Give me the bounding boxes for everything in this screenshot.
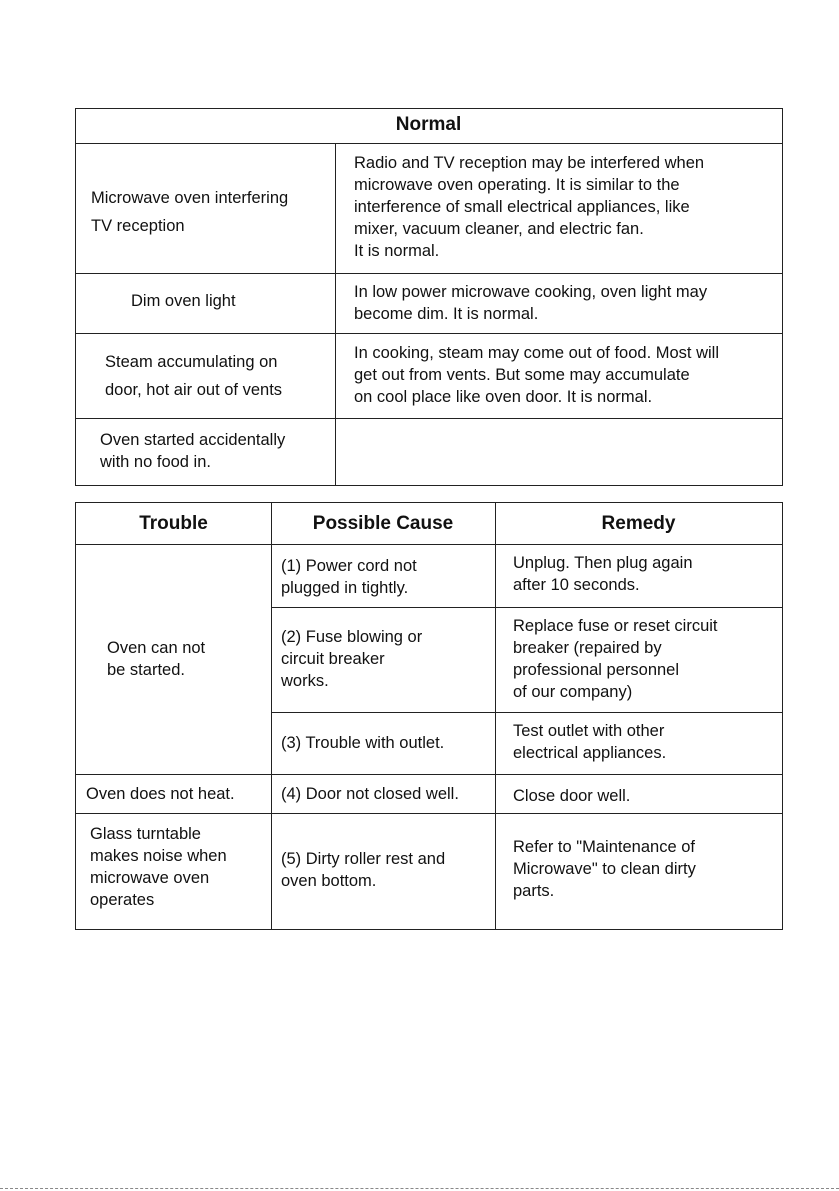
cause-outlet-trouble: (3) Trouble with outlet. xyxy=(281,734,445,752)
normal-condition-tv-interference: Microwave oven interfering TV reception xyxy=(91,189,289,235)
trouble-oven-not-start: Oven can not be started. xyxy=(107,639,206,679)
trouble-turntable-noise: Glass turntable makes noise when microwave oven operates xyxy=(90,825,227,909)
cause-fuse-blowing: (2) Fuse blowing or circuit breaker works. xyxy=(281,628,423,690)
normal-table-title: Normal xyxy=(395,114,462,135)
normal-condition-dim-light: Dim oven light xyxy=(131,292,236,310)
normal-condition-no-food: Oven started accidentally with no food in. xyxy=(100,431,286,471)
trouble-table xyxy=(75,502,783,930)
remedy-test-outlet: Test outlet with other electrical appliances. xyxy=(513,722,667,762)
cause-power-cord: (1) Power cord not plugged in tightly. xyxy=(281,557,417,597)
cause-door-not-closed: (4) Door not closed well. xyxy=(281,785,459,803)
normal-table xyxy=(75,108,783,486)
remedy-unplug: Unplug. Then plug again after 10 seconds. xyxy=(513,554,693,594)
remedy-replace-fuse: Replace fuse or reset circuit breaker (repaired by professional personnel of our company) xyxy=(513,617,718,701)
remedy-clean-parts: Refer to "Maintenance of Microwave" to clean dirty parts. xyxy=(513,838,696,900)
header-trouble: Trouble xyxy=(139,513,208,534)
header-remedy: Remedy xyxy=(601,513,676,534)
normal-explanation-tv-interference: Radio and TV reception may be interfered when microwave oven operating. It is similar to the interference of small electrical appliances, like mixer, vacuum cleaner, and electric fan. It is normal. xyxy=(354,154,705,260)
header-possible-cause: Possible Cause xyxy=(312,513,454,534)
remedy-close-door: Close door well. xyxy=(513,787,631,805)
trouble-oven-not-heat: Oven does not heat. xyxy=(86,785,235,803)
cause-dirty-roller: (5) Dirty roller rest and oven bottom. xyxy=(281,850,446,890)
page-bottom-border xyxy=(0,1188,839,1189)
normal-explanation-dim-light: In low power microwave cooking, oven light may become dim. It is normal. xyxy=(354,283,708,323)
normal-condition-steam: Steam accumulating on door, hot air out of vents xyxy=(105,353,283,399)
normal-explanation-steam: In cooking, steam may come out of food. Most will get out from vents. But some may accumulate on cool place like oven door. It is normal. xyxy=(354,344,719,406)
